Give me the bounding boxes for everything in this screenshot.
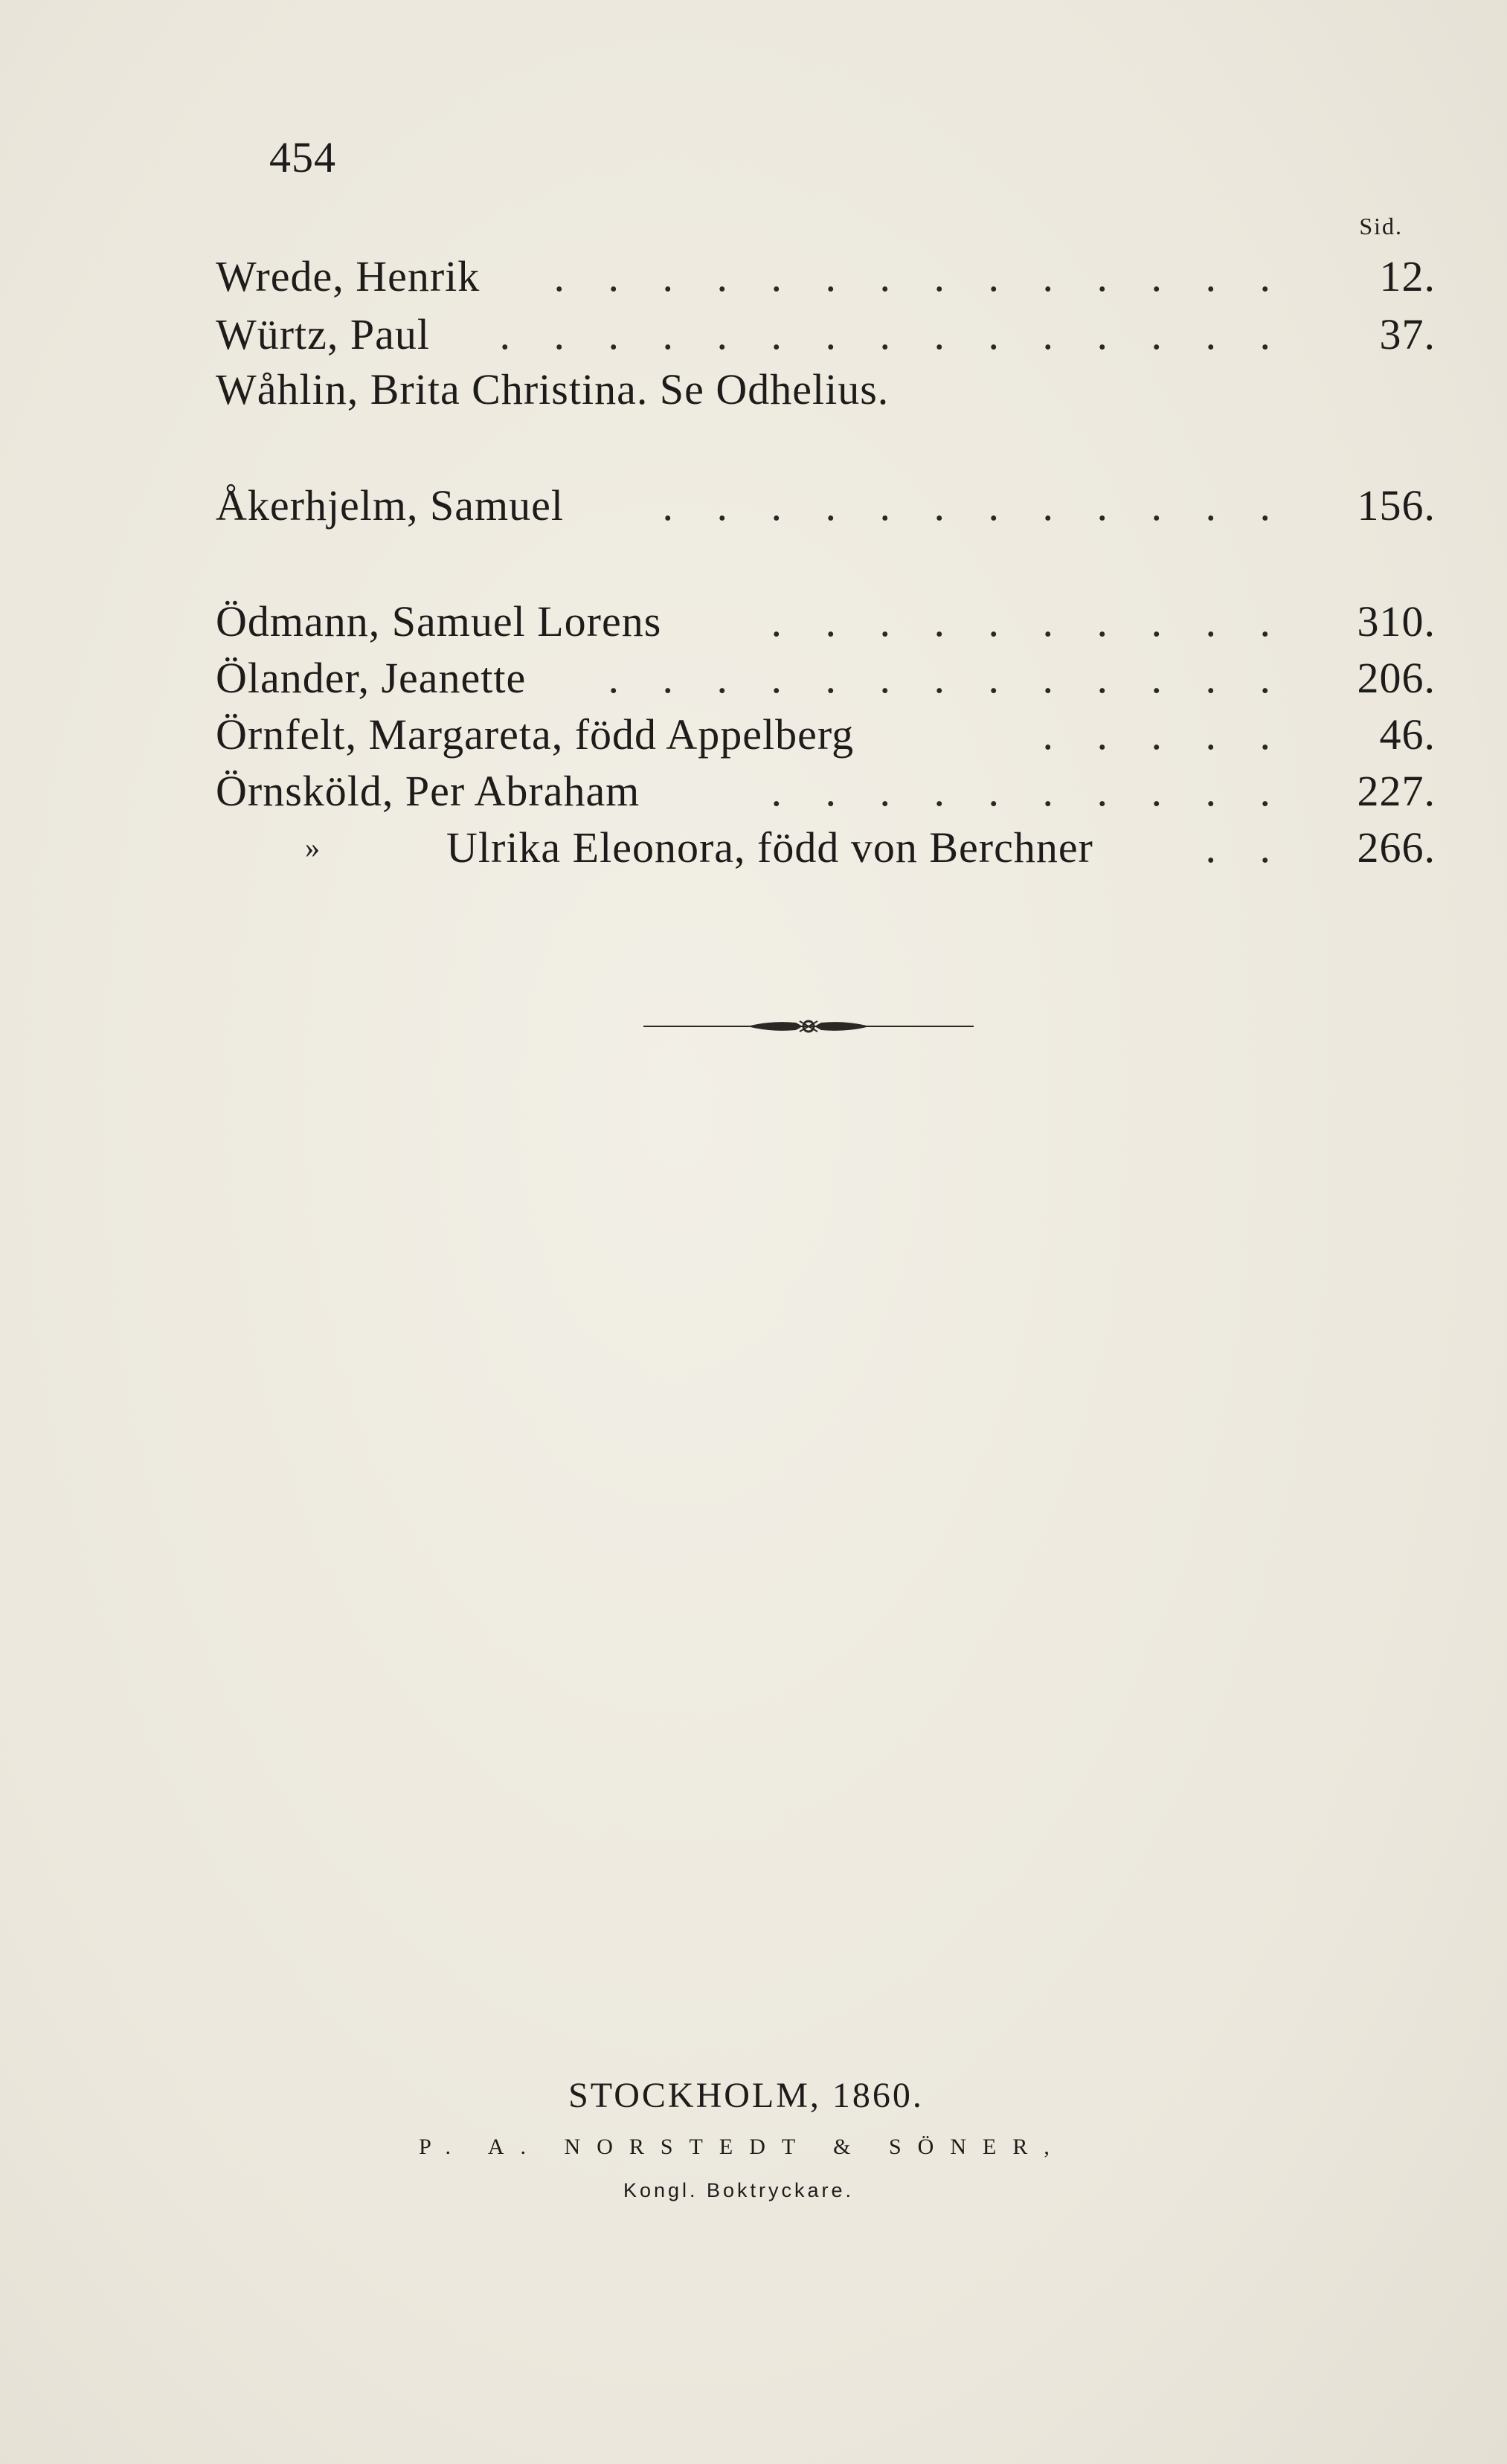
index-entry [216, 762, 1436, 821]
dot-leader: . . . . . [1042, 710, 1287, 759]
entry-name: Örnsköld, Per Abraham [216, 767, 640, 815]
dot-leader: . . . . . . . . . . [771, 767, 1287, 815]
entry-page-ref: 310. [1357, 597, 1436, 646]
entry-name: Ölander, Jeanette [216, 654, 527, 702]
dot-leader: . . . . . . . . . . [771, 597, 1287, 646]
imprint-printer: P. A. NORSTEDT & SÖNER, [419, 2135, 1066, 2159]
entry-name: Ödmann, Samuel Lorens [216, 597, 662, 646]
index-entry [216, 305, 1436, 364]
index-entry [216, 818, 1436, 878]
dot-leader: . . [1205, 823, 1287, 872]
ornament-divider [643, 1015, 974, 1038]
index-entry [216, 247, 1436, 306]
index-entry [216, 592, 1436, 652]
index-entry [216, 360, 1436, 419]
entry-page-ref: 12. [1379, 252, 1436, 300]
entry-page-ref: 266. [1357, 823, 1436, 872]
page-column-header: Sid. [1359, 213, 1403, 239]
entry-page-ref: 227. [1357, 767, 1436, 815]
index-entry [216, 649, 1436, 708]
entry-page-ref: 37. [1379, 310, 1436, 358]
ditto-mark: » [305, 831, 320, 864]
entry-name: Ulrika Eleonora, född von Berchner [446, 823, 1093, 872]
entry-page-ref: 206. [1357, 654, 1436, 702]
dot-leader: . . . . . . . . . . . . . [608, 654, 1287, 702]
dot-leader: . . . . . . . . . . . . [662, 481, 1287, 530]
entry-page-ref: 46. [1379, 710, 1436, 759]
entry-page-ref: 156. [1357, 481, 1436, 530]
index-entry [216, 476, 1436, 535]
entry-name: Wrede, Henrik [216, 252, 481, 300]
entry-name: Örnfelt, Margareta, född Appelberg [216, 710, 855, 759]
entry-name: Åkerhjelm, Samuel [216, 481, 565, 530]
entry-name: Würtz, Paul [216, 310, 431, 358]
dot-leader: . . . . . . . . . . . . . . [553, 252, 1287, 300]
imprint-printer-title: Kongl. Boktryckare. [623, 2179, 855, 2201]
page-number: 454 [269, 133, 336, 181]
index-entry [216, 705, 1436, 765]
dot-leader: . . . . . . . . . . . . . . . [499, 310, 1287, 358]
entry-name: Wåhlin, Brita Christina. Se Odhelius. [216, 365, 890, 414]
imprint-place-year: STOCKHOLM, 1860. [568, 2076, 924, 2115]
